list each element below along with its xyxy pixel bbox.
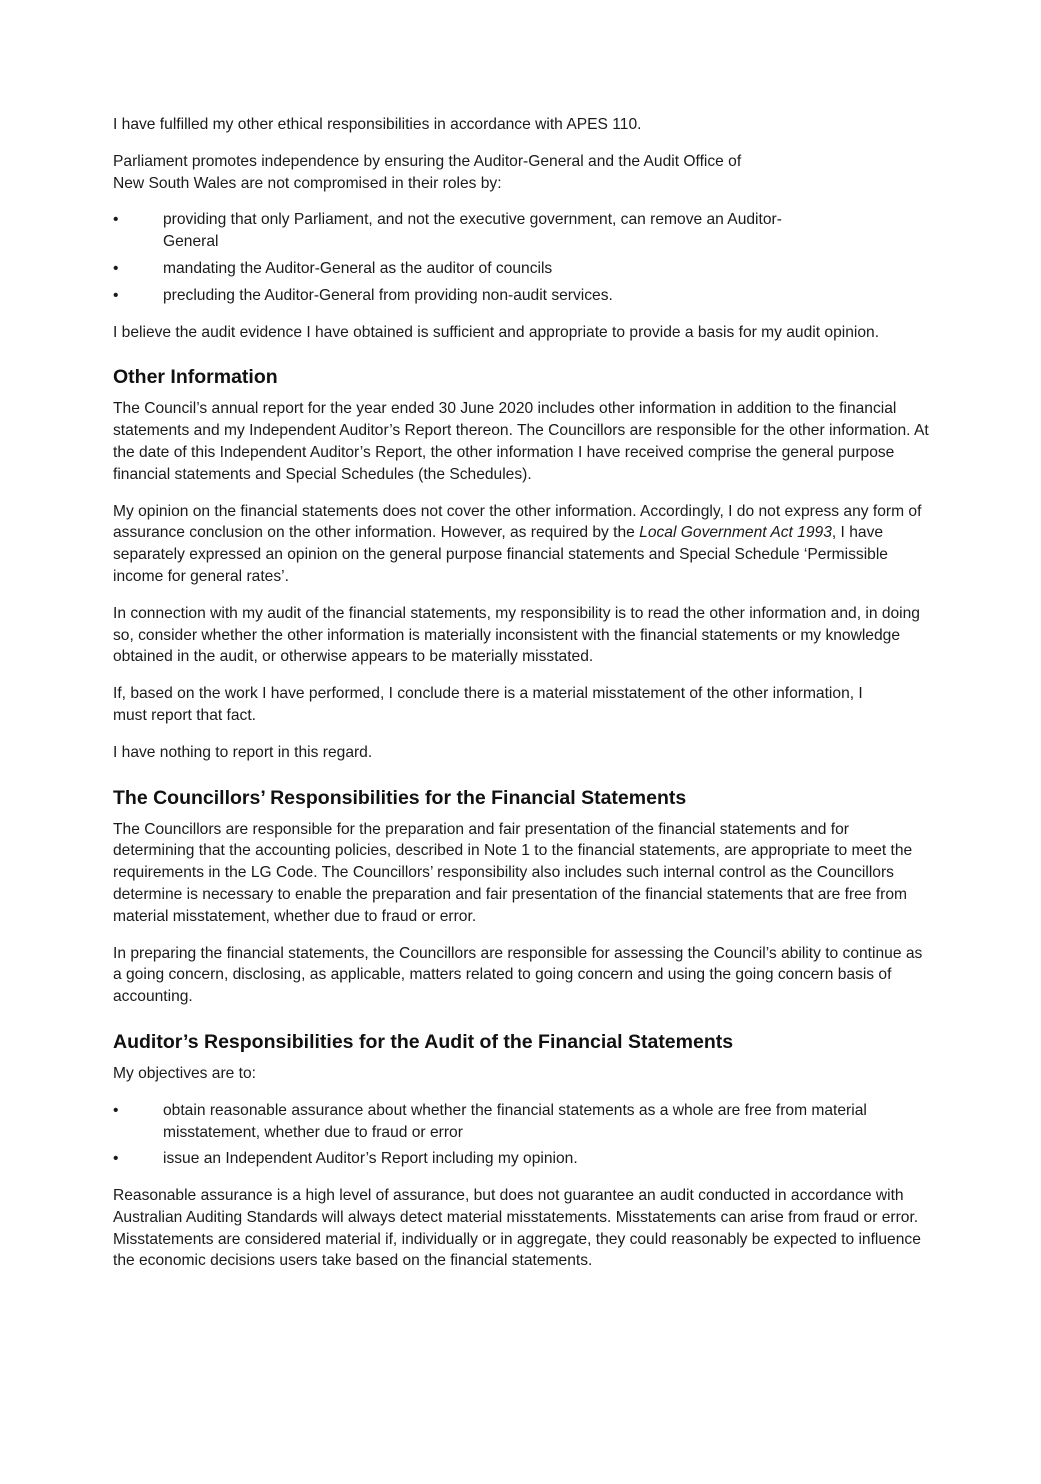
- councillors-paragraph-1: The Councillors are responsible for the preparation and fair presentation of the financial statements and for determining that the accounting policies, described in Note 1 to the financial statements, are appropriate to meet the requirements in the LG Code. The Councillors’ responsibility also includes such internal control as the Councillors determine is necessary to enable the preparation and fair presentation of the financial statements that are free from material misstatement, whether due to fraud or error.: [113, 820, 913, 925]
- list-item-text: mandating the Auditor-General as the auditor of councils: [163, 259, 553, 277]
- bullet-icon: •: [113, 211, 119, 229]
- parliament-independence-line-1: Parliament promotes independence by ensuring the Auditor-General and the Audit Office of: [113, 152, 742, 170]
- list-item: [113, 209, 933, 253]
- list-item-text: providing that only Parliament, and not the executive government, can remove an Auditor-General: [163, 211, 782, 251]
- list-item-text: obtain reasonable assurance about whether the financial statements as a whole are free from material misstatement, whether due to fraud or error: [163, 1101, 867, 1141]
- objectives-bullet-list: [113, 1100, 933, 1170]
- list-item: [113, 1148, 933, 1170]
- councillors-paragraph-2: In preparing the financial statements, the Councillors are responsible for assessing the Council’s ability to continue as a going concern, disclosing, as applicable, matters related to going concern and using the going concern basis of accounting.: [113, 944, 923, 1006]
- other-information-paragraph-1: The Council’s annual report for the year ended 30 June 2020 includes other information in addition to the financial statements and my Independent Auditor’s Report thereon. The Councillors are responsible for the other information. At the date of this Independent Auditor’s Report, the other information I have received comprise the general purpose financial statements and Special Schedules (the Schedules).: [113, 400, 929, 483]
- bullet-icon: •: [113, 286, 119, 304]
- bullet-icon: •: [113, 1101, 119, 1119]
- ethical-responsibilities-paragraph: I have fulfilled my other ethical responsibilities in accordance with APES 110.: [113, 116, 642, 133]
- other-information-heading: Other Information: [113, 366, 278, 389]
- councillors-responsibilities-heading: The Councillors’ Responsibilities for the Financial Statements: [113, 786, 687, 809]
- other-information-p2-text: My opinion on the financial statements does not cover the other information. Accordingly, I do not express any form of assurance conclusion on the other information. However, as required by the: [113, 502, 922, 542]
- bullet-icon: •: [113, 1150, 119, 1168]
- audit-evidence-paragraph: I believe the audit evidence I have obtained is sufficient and appropriate to provide a basis for my audit opinion.: [113, 323, 880, 341]
- reasonable-assurance-paragraph: Reasonable assurance is a high level of assurance, but does not guarantee an audit conducted in accordance with Australian Auditing Standards will always detect material misstatements. Misstatements can arise from fraud or error. Misstatements are considered material if, individually or in aggregate, they could reasonably be expected to influence the economic decisions users take based on the financial statements.: [113, 1187, 921, 1270]
- independence-bullet-list: [113, 209, 933, 306]
- other-information-paragraph-3: In connection with my audit of the financial statements, my responsibility is to read the other information and, in doing so, consider whether the other information is materially inconsistent with the financial statements or my knowledge obtained in the audit, or otherwise appears to be materially misstated.: [113, 604, 920, 666]
- auditor-responsibilities-heading: Auditor’s Responsibilities for the Audit of the Financial Statements: [113, 1030, 734, 1053]
- parliament-independence-line-2: New South Wales are not compromised in their roles by:: [113, 174, 502, 192]
- list-item: [113, 258, 933, 280]
- list-item-text: precluding the Auditor-General from providing non-audit services.: [163, 286, 613, 304]
- list-item-text: issue an Independent Auditor’s Report including my opinion.: [163, 1150, 578, 1168]
- other-information-paragraph-4: If, based on the work I have performed, I conclude there is a material misstatement of the other information, I must report that fact.: [113, 685, 863, 724]
- act-title: Local Government Act 1993: [639, 524, 832, 542]
- bullet-icon: •: [113, 259, 119, 277]
- list-item: [113, 285, 933, 307]
- other-information-p2-text-end: , I have separately expressed an opinion on the general purpose financial statements and Special Schedule ‘Permissible income for general rates’.: [113, 524, 888, 585]
- document-page: [113, 114, 933, 1287]
- objectives-intro: My objectives are to:: [113, 1064, 257, 1082]
- other-information-paragraph-5: I have nothing to report in this regard.: [113, 743, 373, 761]
- list-item: [113, 1100, 933, 1144]
- parliament-independence-paragraph: [113, 151, 933, 195]
- other-information-paragraph-2: [113, 501, 933, 588]
